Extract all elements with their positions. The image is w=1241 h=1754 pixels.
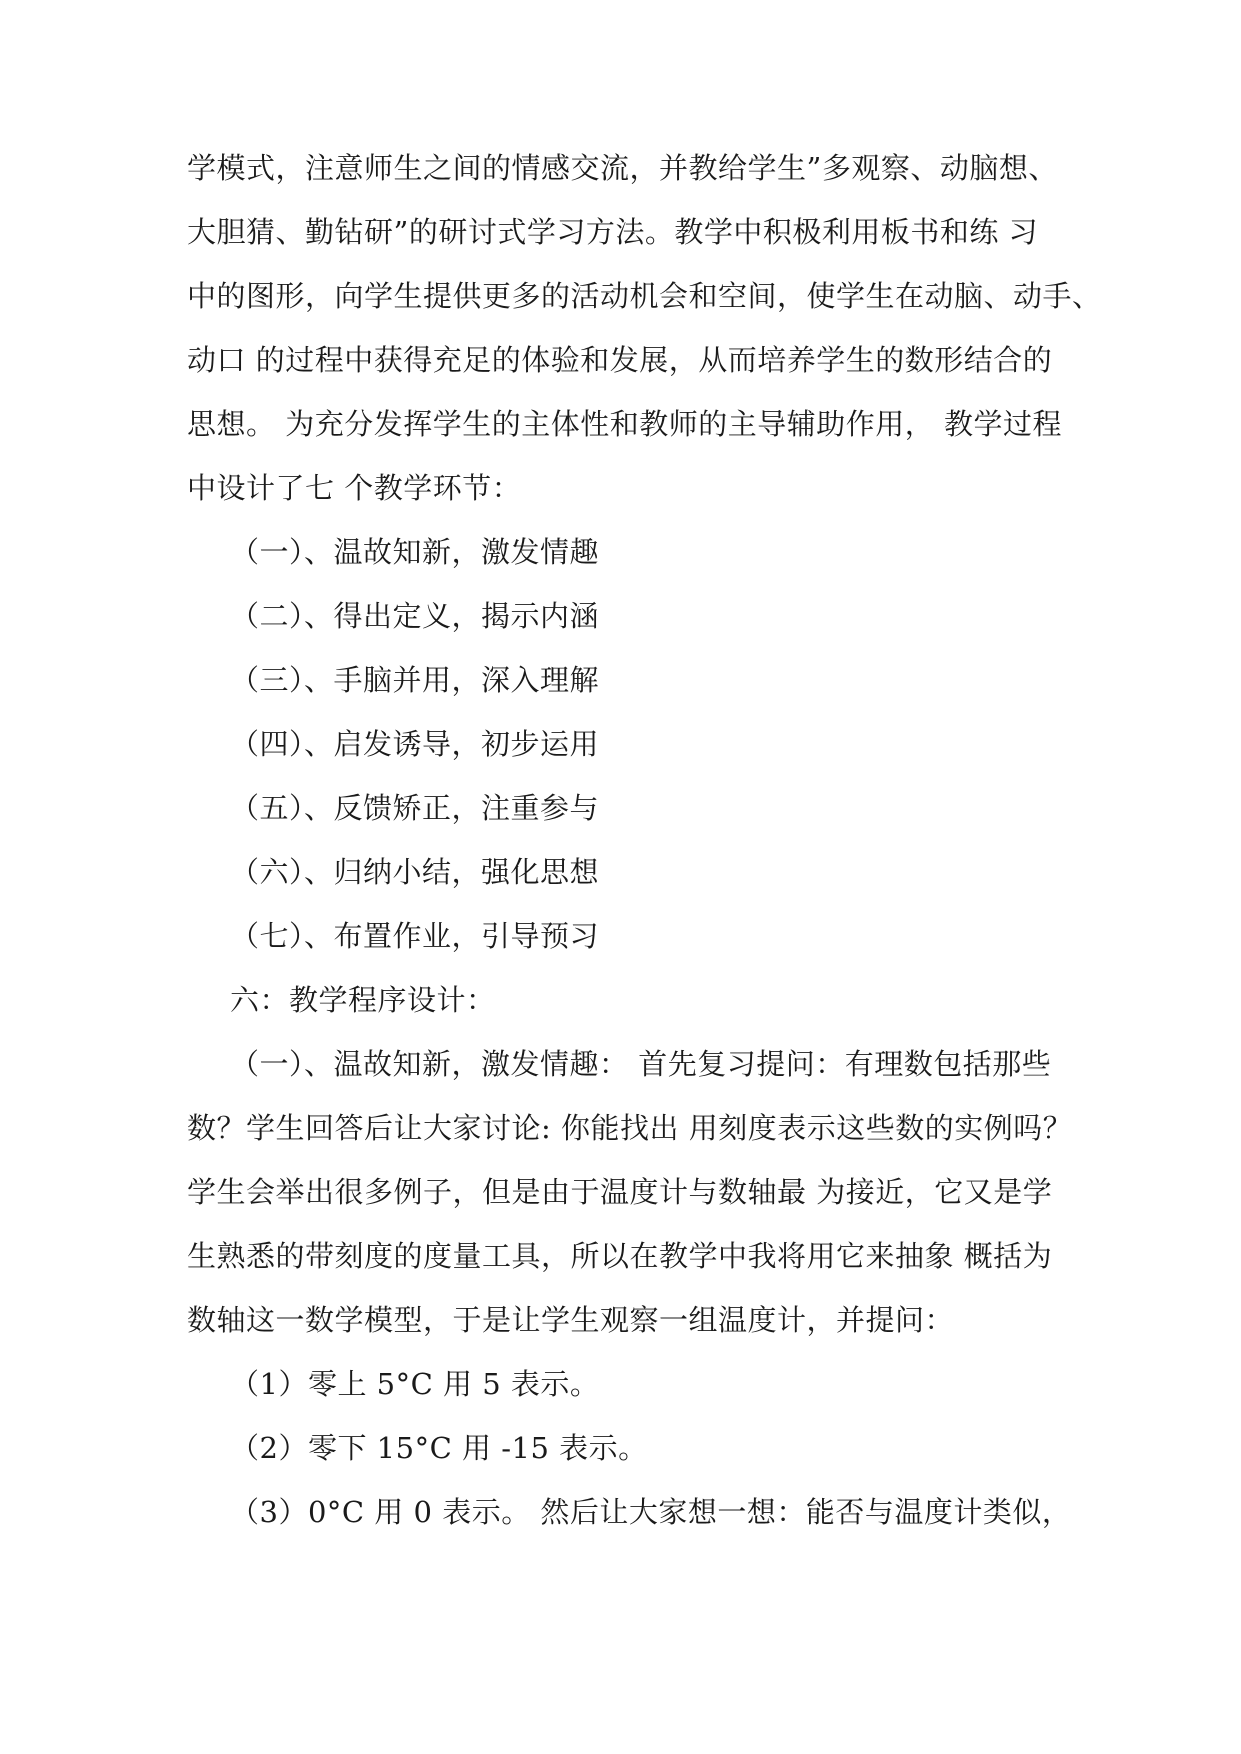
- paragraph-line: 中设计了七 个教学环节：: [187, 471, 522, 505]
- paragraph-line: 动口 的过程中获得充足的体验和发展，从而培养学生的数形结合的: [187, 343, 1053, 377]
- example-item: （1）零上 5°C 用 5 表示。: [230, 1367, 600, 1401]
- paragraph-line: 大胆猜、勤钻研”的研讨式学习方法。教学中积极利用板书和练 习: [187, 215, 1039, 249]
- section-line: 数？学生回答后让大家讨论: 你能找出 用刻度表示这些数的实例吗？: [187, 1111, 1073, 1145]
- section-line: 数轴这一数学模型，于是让学生观察一组温度计，并提问：: [187, 1303, 955, 1337]
- step-item: （七）、布置作业，引导预习: [230, 919, 600, 953]
- section-heading: 六：教学程序设计：: [230, 983, 496, 1017]
- step-item: （一）、温故知新，激发情趣: [230, 535, 600, 569]
- paragraph-line: 中的图形，向学生提供更多的活动机会和空间，使学生在动脑、动手、: [187, 279, 1102, 313]
- step-item: （三）、手脑并用，深入理解: [230, 663, 600, 697]
- section-line: 学生会举出很多例子，但是由于温度计与数轴最 为接近，它又是学: [187, 1175, 1053, 1209]
- paragraph-line: 学模式，注意师生之间的情感交流，并教给学生”多观察、动脑想、: [187, 151, 1058, 185]
- example-item: （2）零下 15°C 用 -15 表示。: [230, 1431, 648, 1465]
- paragraph-line: 思想。 为充分发挥学生的主体性和教师的主导辅助作用， 教学过程: [187, 407, 1062, 441]
- step-item: （四）、启发诱导，初步运用: [230, 727, 600, 761]
- section-line: （一）、温故知新，激发情趣： 首先复习提问：有理数包括那些: [230, 1047, 1052, 1081]
- example-item: （3）0°C 用 0 表示。 然后让大家想一想：能否与温度计类似，: [230, 1495, 1072, 1529]
- section-line: 生熟悉的带刻度的度量工具，所以在教学中我将用它来抽象 概括为: [187, 1239, 1053, 1273]
- step-item: （二）、得出定义，揭示内涵: [230, 599, 600, 633]
- step-item: （六）、归纳小结，强化思想: [230, 855, 600, 889]
- step-item: （五）、反馈矫正，注重参与: [230, 791, 600, 825]
